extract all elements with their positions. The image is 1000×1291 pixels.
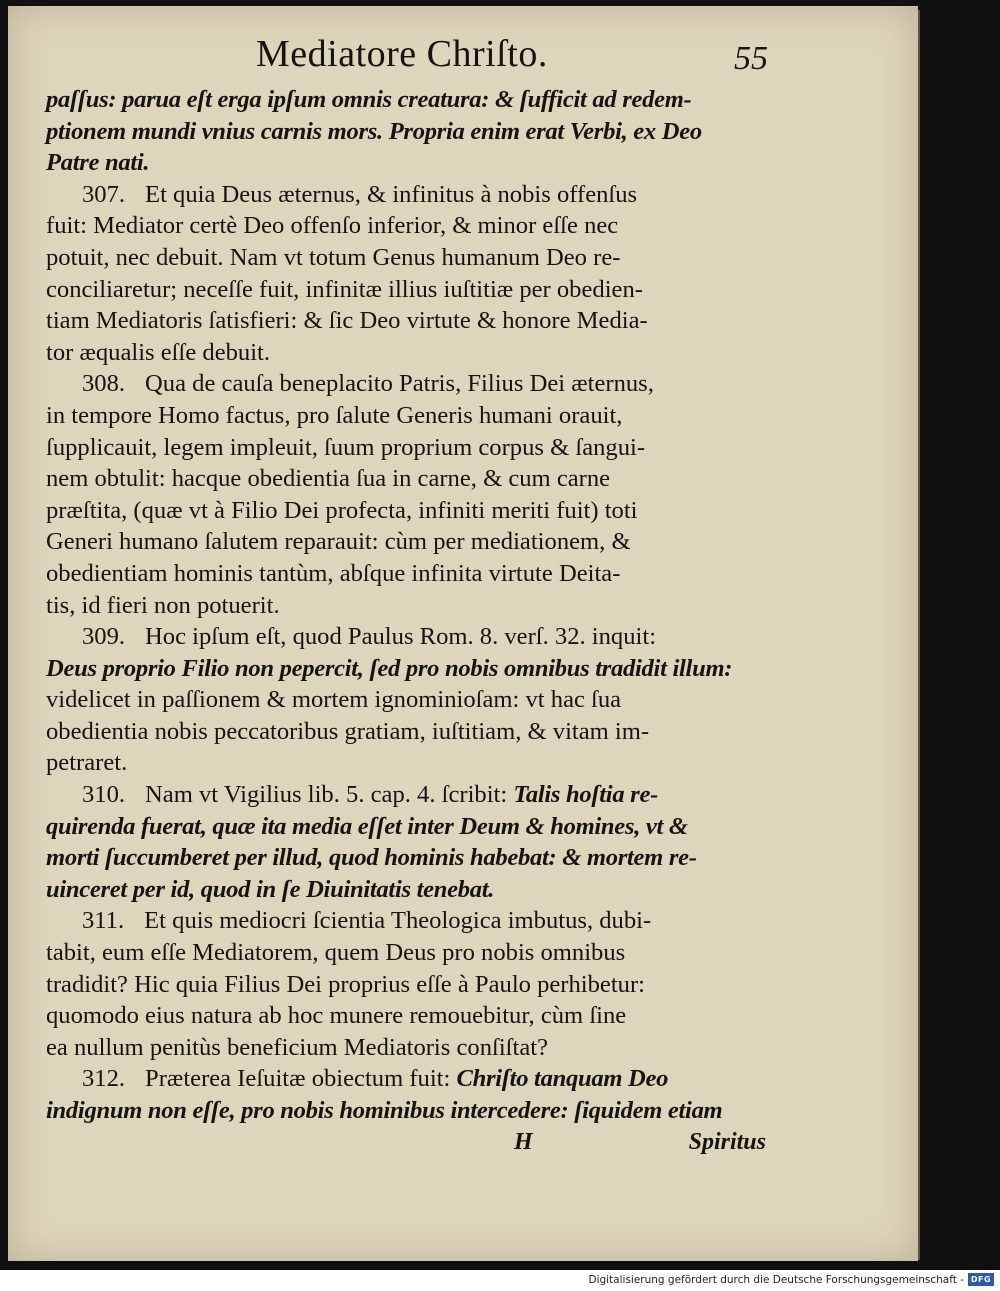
paragraph [46,368,766,621]
roman-text: tradidit? Hic quia Filius Dei proprius eſſe à Paulo perhibetur: [46,970,645,998]
text-line [46,242,766,274]
text-line [46,1032,766,1064]
text-line [46,337,766,369]
text-line [46,969,766,1001]
text-line [46,653,766,685]
running-title: Mediatore Chriſto. [256,33,548,75]
italic-text: indignum non eſſe, pro nobis hominibus intercedere: ſiquidem etiam [46,1097,723,1124]
italic-text: Talis hoſtia re- [513,781,658,809]
catchword: Spiritus [688,1128,766,1155]
page-edge [918,10,920,1260]
roman-text: videlicet in paſſionem & mortem ignominioſam: vt hac ſua [46,686,622,714]
text-line: ptionem mundi vnius carnis mors. Propria enim erat Verbi, ex Deo [46,117,702,145]
text-line [46,937,766,969]
roman-text: tabit, eum eſſe Mediatorem, quem Deus pro nobis omnibus [46,939,626,967]
intro-paragraph [46,84,766,179]
paragraph-number: 310. [82,781,126,809]
roman-text: Et quia Deus æternus, & infinitus à nobis offenſus [145,180,638,208]
italic-text: morti ſuccumberet per illud, quod hominis habebat: & mortem re- [46,844,697,872]
paragraph-number: 311. [82,907,125,935]
paragraph-number: 308. [82,370,126,398]
roman-text: ea nullum penitùs beneficium Mediatoris conſiſtat? [46,1033,548,1061]
text-line [46,811,766,843]
roman-text: Hoc ipſum eſt, quod Paulus Rom. 8. verſ. 32. inquit: [145,623,657,651]
paragraph-list [46,179,766,1127]
text-line [46,747,766,779]
text-line [46,684,766,716]
roman-text: tor æqualis eſſe debuit. [46,338,271,366]
roman-text: tiam Mediatoris ſatisfieri: & ſic Deo virtute & honore Media- [46,307,648,335]
text-line [46,1063,766,1095]
paragraph [46,905,766,1063]
paragraph [46,779,766,905]
text-line [46,779,766,811]
text-line [46,368,766,400]
text-line [46,1095,766,1127]
text-line [46,905,766,937]
text-line [46,432,766,464]
roman-text: quomodo eius natura ab hoc munere remouebitur, cùm ſine [46,1002,627,1030]
italic-text: quirenda fuerat, quæ ita media eſſet inter Deum & homines, vt & [46,812,688,840]
roman-text: fuit: Mediator certè Deo offenſo inferior, & minor eſſe nec [46,212,619,240]
text-line [46,874,766,906]
paragraph [46,621,766,779]
text-line [46,590,766,622]
paragraph-number: 307. [82,180,126,208]
text-line [46,179,766,211]
text-line [46,210,766,242]
text-line [46,526,766,558]
roman-text: petraret. [46,749,128,777]
text-line [46,716,766,748]
text-line [46,463,766,495]
roman-text: Præterea Ieſuitæ obiectum fuit: [145,1065,457,1093]
page-number: 55 [734,40,768,77]
roman-text: Generi humano ſalutem reparauit: cùm per mediationem, & [46,528,631,556]
roman-text: Nam vt Vigilius lib. 5. cap. 4. ſcribit: [145,781,514,809]
roman-text: præſtita, (quæ vt à Filio Dei profecta, infiniti meriti fuit) toti [46,496,638,524]
paragraph [46,1063,766,1126]
text-line [46,621,766,653]
roman-text: ſupplicauit, legem impleuit, ſuum proprium corpus & ſangui- [46,433,646,461]
roman-text: in tempore Homo factus, pro ſalute Generis humani orauit, [46,401,623,429]
signature-mark: H [514,1128,533,1155]
book-page [8,6,918,1261]
roman-text: obedientiam hominis tantùm, abſque infinita virtute Deita- [46,559,621,587]
text-line [46,400,766,432]
page-foot [46,1129,766,1161]
running-head [46,32,766,80]
text-line [46,558,766,590]
footer-credit: Digitalisierung gefördert durch die Deutsche Forschungsgemeinschaft - [588,1274,964,1286]
text-line [46,842,766,874]
text-line [46,305,766,337]
dfg-logo: DFG [968,1273,994,1286]
roman-text: conciliaretur; neceſſe fuit, infinitæ illius iuſtitiæ per obedien- [46,275,643,303]
roman-text: tis, id fieri non potuerit. [46,591,280,619]
roman-text: nem obtulit: hacque obedientia ſua in carne, & cum carne [46,465,611,493]
text-block [46,32,766,1161]
text-line [46,1000,766,1032]
paragraph-number: 312. [82,1065,126,1093]
text-line: Patre nati. [46,149,150,177]
text-line [46,274,766,306]
italic-text: uinceret per id, quod in ſe Diuinitatis tenebat. [46,875,495,903]
roman-text: Et quis mediocri ſcientia Theologica imbutus, dubi- [144,907,652,935]
text-line: paſſus: parua eſt erga ipſum omnis creatura: & ſufficit ad redem- [46,86,692,113]
text-line [46,495,766,527]
roman-text: Qua de cauſa beneplacito Patris, Filius Dei æternus, [145,370,654,398]
paragraph-number: 309. [82,623,126,651]
italic-text: Deus proprio Filio non pepercit, ſed pro nobis omnibus tradidit illum: [46,654,733,682]
roman-text: potuit, nec debuit. Nam vt totum Genus humanum Deo re- [46,243,621,271]
roman-text: obedientia nobis peccatoribus gratiam, iuſtitiam, & vitam im- [46,717,650,745]
italic-text: Chriſto tanquam Deo [456,1065,669,1093]
paragraph [46,179,766,369]
